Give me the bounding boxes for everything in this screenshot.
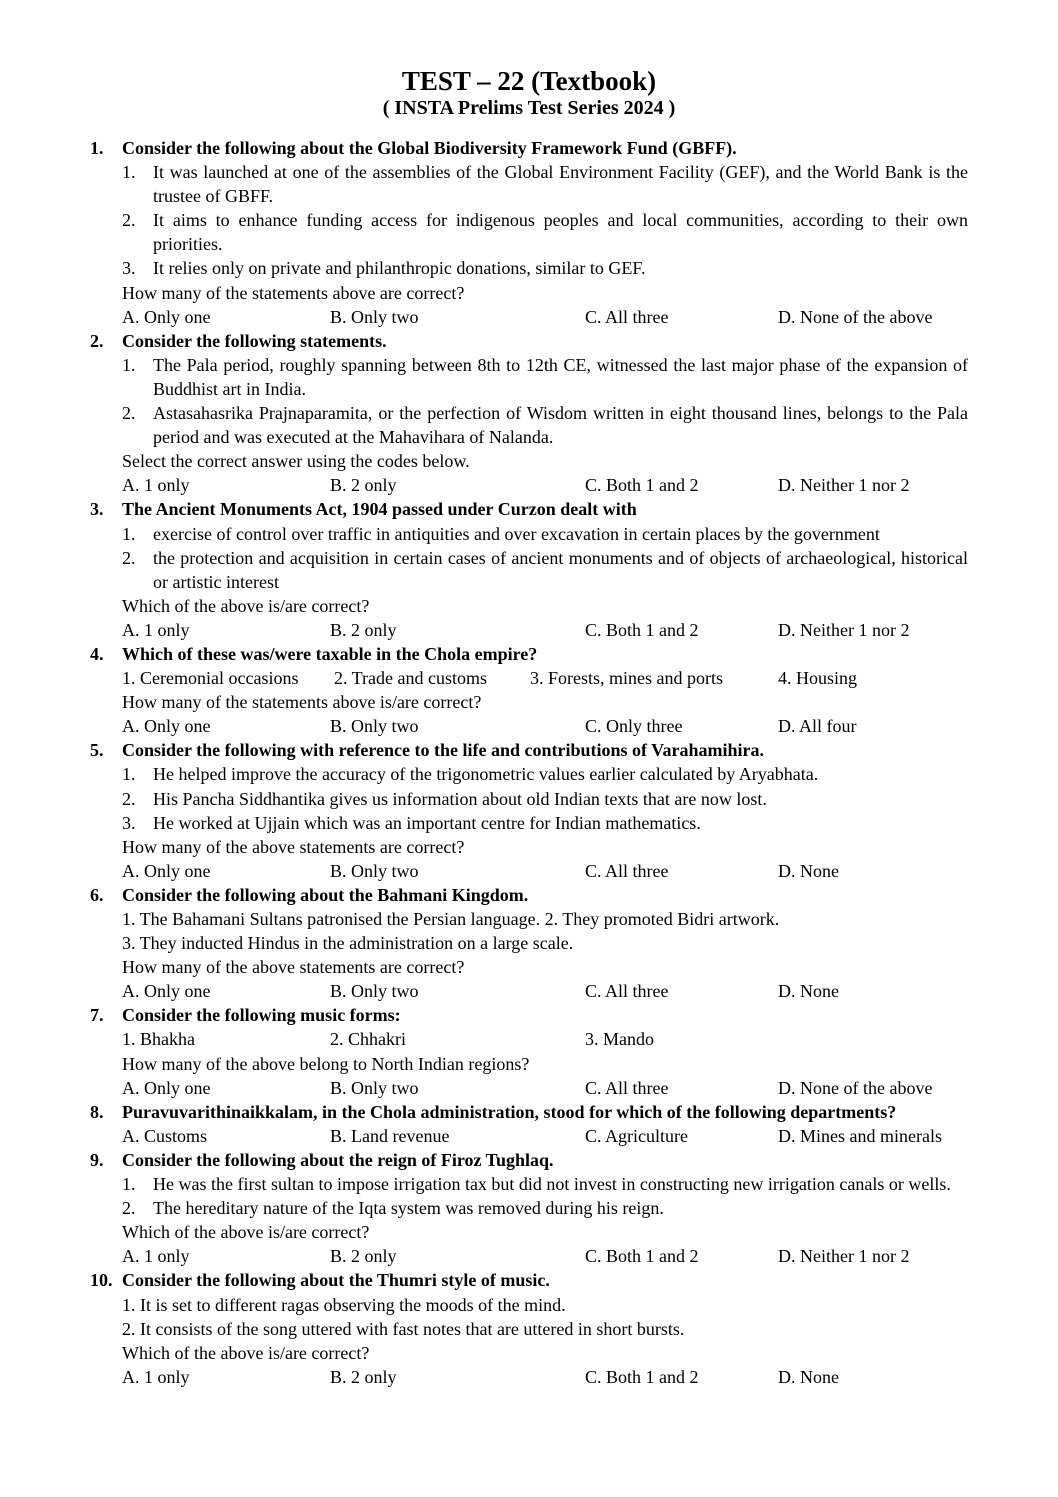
statement-item: 1. Bhakha	[122, 1029, 195, 1050]
statement-item: 2. Trade and customs	[334, 668, 487, 689]
question-number: 5.	[90, 740, 104, 761]
question	[90, 1268, 968, 1388]
statement-text: It aims to enhance funding access for indigenous peoples and local communities, according to their own priorities.	[153, 210, 968, 255]
question-number: 9.	[90, 1149, 104, 1170]
answer-options	[122, 473, 968, 497]
question-number: 2.	[90, 330, 104, 351]
answer-option: B. 2 only	[330, 1246, 397, 1267]
answer-options	[122, 979, 968, 1003]
answer-options	[122, 618, 968, 642]
question-prompt: How many of the above belong to North Indian regions?	[122, 1053, 530, 1074]
answer-option: D. Mines and minerals	[778, 1125, 942, 1146]
statement-text: His Pancha Siddhantika gives us information about old Indian texts that are now lost.	[153, 788, 767, 809]
question	[90, 883, 968, 1003]
question	[90, 136, 968, 329]
question-stem: Consider the following about the Bahmani Kingdom.	[122, 884, 529, 905]
statement-text: He helped improve the accuracy of the trigonometric values earlier calculated by Aryabhata.	[153, 764, 819, 785]
statement-number: 1.	[122, 354, 136, 375]
statement-number: 1.	[122, 764, 136, 785]
answer-option: A. Only one	[122, 306, 211, 327]
statement-item	[122, 762, 968, 786]
answer-options	[122, 1076, 968, 1100]
statement-item	[122, 160, 968, 208]
question-prompt: How many of the statements above is/are correct?	[122, 692, 482, 713]
question-prompt: How many of the above statements are correct?	[122, 836, 465, 857]
statement-line: 2. It consists of the song uttered with fast notes that are uttered in short bursts.	[122, 1318, 685, 1339]
answer-option: D. None	[778, 860, 839, 881]
statement-item	[122, 811, 968, 835]
statement-number: 2.	[122, 403, 136, 424]
answer-option: B. Only two	[330, 306, 419, 327]
statement-item: 3. Forests, mines and ports	[530, 668, 723, 689]
statement-item: 4. Housing	[778, 668, 858, 689]
answer-option: B. 2 only	[330, 475, 397, 496]
question-number: 7.	[90, 1005, 104, 1026]
statement-text: The Pala period, roughly spanning between 8th to 12th CE, witnessed the last major phase of the expansion of Buddhist art in India.	[153, 354, 968, 399]
answer-option: C. All three	[585, 1077, 669, 1098]
question	[90, 1100, 968, 1148]
answer-option: C. Agriculture	[585, 1125, 688, 1146]
answer-option: D. Neither 1 nor 2	[778, 475, 910, 496]
answer-option: C. Only three	[585, 716, 683, 737]
answer-options	[122, 859, 968, 883]
question-number: 3.	[90, 499, 104, 520]
statement-text: the protection and acquisition in certain cases of ancient monuments and of objects of archaeological, historical or artistic interest	[153, 547, 968, 592]
statement-number: 2.	[122, 788, 136, 809]
statement-text: He worked at Ujjain which was an important centre for Indian mathematics.	[153, 812, 701, 833]
answer-option: C. All three	[585, 860, 669, 881]
question-number: 4.	[90, 643, 104, 664]
answer-option: D. None	[778, 1366, 839, 1387]
answer-options	[122, 1244, 968, 1268]
question-prompt: Which of the above is/are correct?	[122, 1222, 370, 1243]
statement-number: 1.	[122, 162, 136, 183]
answer-option: D. None	[778, 981, 839, 1002]
question-list	[90, 136, 968, 1389]
statement-item	[122, 787, 968, 811]
answer-options	[122, 714, 968, 738]
statement-item	[122, 256, 968, 280]
question	[90, 1003, 968, 1099]
answer-option: D. None of the above	[778, 306, 933, 327]
question-stem: Which of these was/were taxable in the Chola empire?	[122, 643, 538, 664]
statement-number: 2.	[122, 210, 136, 231]
statement-item	[122, 401, 968, 449]
answer-option: B. Only two	[330, 981, 419, 1002]
statement-number: 1.	[122, 523, 136, 544]
statement-text: Astasahasrika Prajnaparamita, or the perfection of Wisdom written in eight thousand lines, belongs to the Pala period and was executed at the Mahavihara of Nalanda.	[153, 403, 968, 448]
question-number: 10.	[90, 1270, 113, 1291]
statement-text: The hereditary nature of the Iqta system was removed during his reign.	[153, 1198, 664, 1219]
answer-option: A. Only one	[122, 1077, 211, 1098]
statement-item	[122, 522, 968, 546]
answer-option: A. 1 only	[122, 475, 190, 496]
statement-item	[122, 546, 968, 594]
statement-number: 3.	[122, 812, 136, 833]
statement-row	[122, 666, 968, 690]
answer-options	[122, 305, 968, 329]
statement-line: 3. They inducted Hindus in the administration on a large scale.	[122, 933, 574, 954]
statement-item: 1. Ceremonial occasions	[122, 668, 299, 689]
statement-row	[122, 1027, 968, 1051]
question	[90, 329, 968, 498]
question-stem: Consider the following about the reign of Firoz Tughlaq.	[122, 1149, 554, 1170]
answer-option: A. 1 only	[122, 1246, 190, 1267]
question-prompt: Select the correct answer using the codes below.	[122, 451, 470, 472]
statement-item	[122, 208, 968, 256]
question-prompt: How many of the statements above are correct?	[122, 282, 465, 303]
answer-option: B. Only two	[330, 1077, 419, 1098]
answer-option: A. Only one	[122, 981, 211, 1002]
answer-option: A. Customs	[122, 1125, 208, 1146]
statement-number: 2.	[122, 547, 136, 568]
statement-text: exercise of control over traffic in antiquities and over excavation in certain places by the government	[153, 523, 880, 544]
answer-option: C. All three	[585, 306, 669, 327]
answer-option: B. Only two	[330, 860, 419, 881]
answer-option: B. Only two	[330, 716, 419, 737]
answer-option: D. None of the above	[778, 1077, 933, 1098]
answer-option: C. Both 1 and 2	[585, 475, 699, 496]
page-title: TEST – 22 (Textbook)	[401, 66, 657, 96]
statement-text: He was the first sultan to impose irrigation tax but did not invest in constructing new irrigation canals or wells.	[153, 1174, 951, 1195]
answer-option: A. 1 only	[122, 1366, 190, 1387]
statement-number: 1.	[122, 1174, 136, 1195]
answer-option: D. All four	[778, 716, 857, 737]
statement-number: 2.	[122, 1198, 136, 1219]
statement-item: 3. Mando	[585, 1029, 654, 1050]
statement-line: 1. The Bahamani Sultans patronised the Persian language. 2. They promoted Bidri artwork.	[122, 909, 780, 929]
statement-text: It relies only on private and philanthropic donations, similar to GEF.	[153, 258, 646, 279]
answer-option: A. Only one	[122, 716, 211, 737]
statement-item: 2. Chhakri	[330, 1029, 406, 1050]
question-number: 8.	[90, 1101, 104, 1122]
statement-number: 3.	[122, 258, 136, 279]
question-prompt: How many of the above statements are correct?	[122, 957, 465, 978]
statement-item	[122, 1172, 968, 1196]
question	[90, 642, 968, 738]
answer-option: B. 2 only	[330, 1366, 397, 1387]
statement-item	[122, 1196, 968, 1220]
page-subtitle: ( INSTA Prelims Test Series 2024 )	[382, 97, 676, 119]
question-stem: Consider the following about the Global Biodiversity Framework Fund (GBFF).	[122, 138, 737, 158]
answer-option: C. All three	[585, 981, 669, 1002]
question-stem: Consider the following about the Thumri style of music.	[122, 1270, 550, 1291]
answer-option: B. 2 only	[330, 619, 397, 640]
answer-option: D. Neither 1 nor 2	[778, 619, 910, 640]
question	[90, 738, 968, 883]
question-stem: Consider the following with reference to the life and contributions of Varahamihira.	[122, 740, 764, 761]
answer-options	[122, 1124, 968, 1148]
answer-option: B. Land revenue	[330, 1125, 450, 1146]
answer-option: C. Both 1 and 2	[585, 619, 699, 640]
question-stem: Consider the following music forms:	[122, 1005, 401, 1026]
question	[90, 1148, 968, 1268]
answer-options	[122, 1365, 968, 1389]
answer-option: A. Only one	[122, 860, 211, 881]
question-prompt: Which of the above is/are correct?	[122, 595, 370, 616]
statement-item	[122, 353, 968, 401]
answer-option: C. Both 1 and 2	[585, 1246, 699, 1267]
answer-option: C. Both 1 and 2	[585, 1366, 699, 1387]
question-number: 1.	[90, 138, 104, 158]
question-number: 6.	[90, 884, 104, 905]
question-stem: Consider the following statements.	[122, 330, 387, 351]
answer-option: D. Neither 1 nor 2	[778, 1246, 910, 1267]
statement-line: 1. It is set to different ragas observing the moods of the mind.	[122, 1294, 566, 1315]
statement-text: It was launched at one of the assemblies of the Global Environment Facility (GEF), and the World Bank is the trustee of GBFF.	[153, 162, 968, 207]
answer-option: A. 1 only	[122, 619, 190, 640]
question-prompt: Which of the above is/are correct?	[122, 1342, 370, 1363]
question	[90, 497, 968, 642]
question-stem: Puravuvarithinaikkalam, in the Chola administration, stood for which of the following departments?	[122, 1101, 897, 1122]
question-stem: The Ancient Monuments Act, 1904 passed under Curzon dealt with	[122, 499, 637, 520]
